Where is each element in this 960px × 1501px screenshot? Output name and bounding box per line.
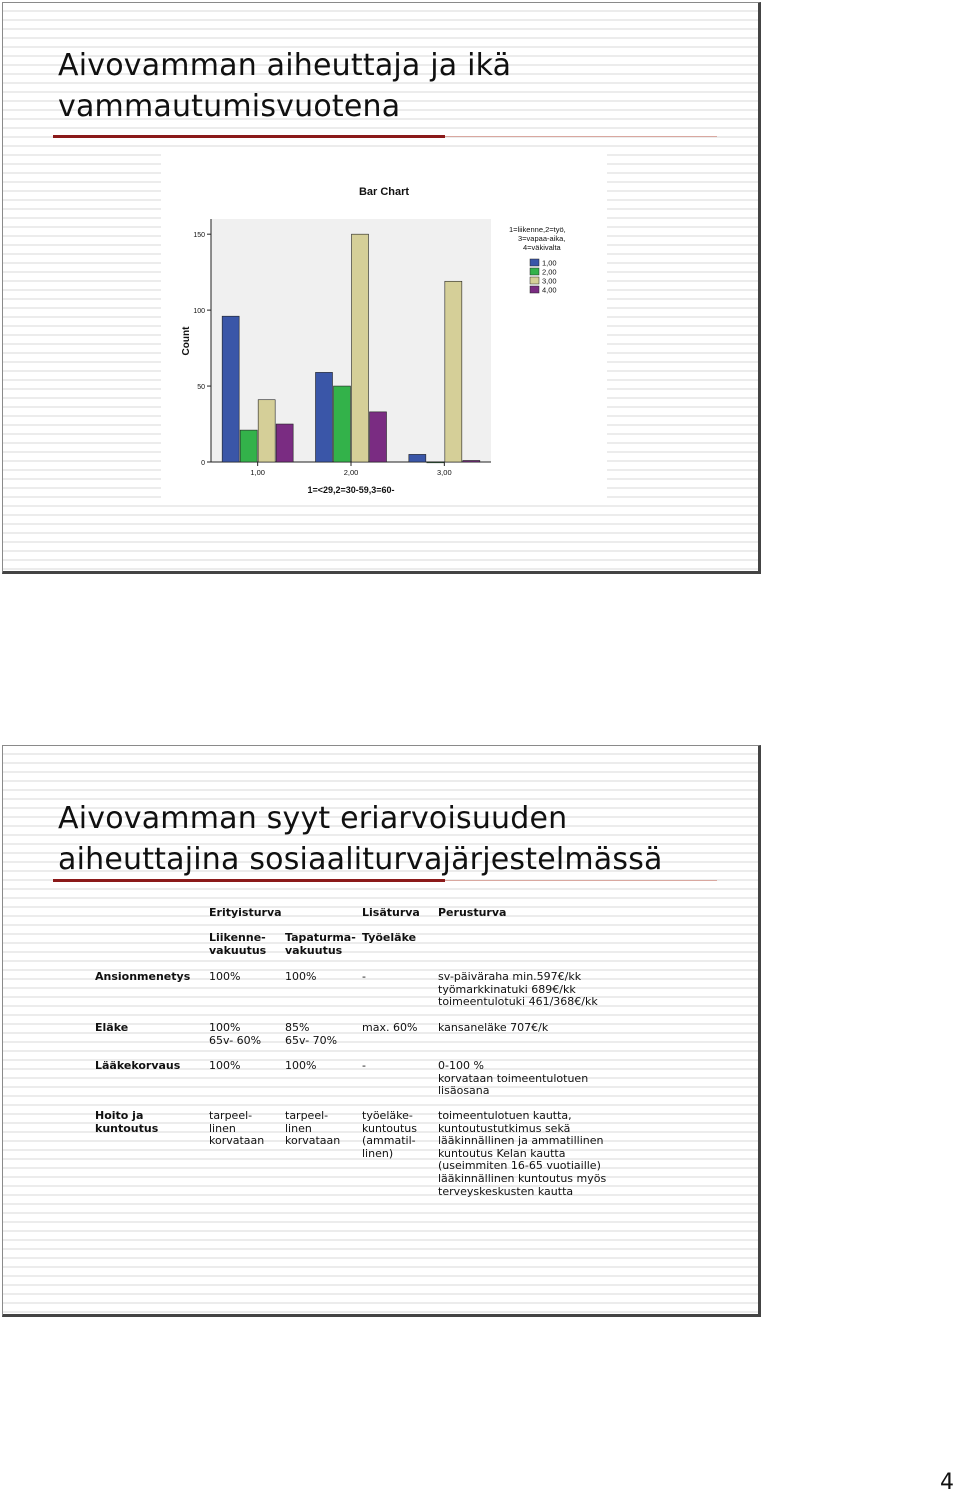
cell-line: 100% <box>209 1021 241 1034</box>
cell-line: työeläke- <box>362 1109 413 1122</box>
slide-2 <box>2 745 761 1317</box>
cell-line: Hoito ja <box>95 1109 144 1122</box>
header-tapaturmavakuutus: Tapaturma- vakuutus <box>285 931 356 957</box>
bar-3-00-1-00 <box>258 400 275 462</box>
cell-line: korvataan toimeentulotuen <box>438 1071 589 1085</box>
cell-line: korvataan <box>209 1134 265 1148</box>
cell-tyoelake <box>362 1110 417 1160</box>
cell-line: - <box>362 1059 366 1072</box>
cell-line: Lääkekorvaus <box>95 1059 181 1072</box>
cell-line: toimeentulotuen kautta, <box>438 1109 572 1122</box>
cell-line: 100% <box>285 1059 317 1072</box>
cell-line: toimeentulotuki 461/368€/kk <box>438 995 598 1009</box>
cell-liikennevakuutus <box>209 1022 261 1047</box>
cell-liikennevakuutus <box>209 1110 264 1148</box>
cell-line: (useimmiten 16-65 vuotiaille) <box>438 1159 601 1173</box>
title-rule <box>53 879 717 882</box>
cell-line: - <box>362 970 366 983</box>
legend-label: 4,00 <box>542 285 557 295</box>
cell-line: 0-100 % <box>438 1059 484 1072</box>
y-tick-label: 0 <box>201 460 205 467</box>
bar-chart-panel <box>161 153 607 505</box>
legend-title-line: 1=liikenne,2=työ, <box>509 225 566 234</box>
cell-line: työmarkkinatuki 689€/kk <box>438 982 576 996</box>
bar-4-00-1-00 <box>276 424 293 462</box>
page-number: 4 <box>940 1470 954 1495</box>
row-label <box>95 1060 180 1073</box>
cell-perusturva <box>438 1110 606 1198</box>
cell-perusturva <box>438 971 598 1009</box>
legend-title-line: 3=vapaa-aika, <box>518 234 566 243</box>
row-label <box>95 1110 158 1135</box>
cell-tapaturmavakuutus <box>285 1110 340 1148</box>
cell-line: Ansionmenetys <box>95 970 191 983</box>
cell-line: 100% <box>285 970 317 983</box>
cell-line: max. 60% <box>362 1021 418 1034</box>
legend-label: 2,00 <box>542 267 557 277</box>
bar-1-00-1-00 <box>222 316 239 462</box>
cell-line: linen) <box>362 1146 394 1160</box>
header-lisaturva: Lisäturva <box>362 906 420 919</box>
cell-line: kuntoutus <box>362 1121 418 1135</box>
cell-line: kuntoutustutkimus sekä <box>438 1121 571 1135</box>
cell-tapaturmavakuutus <box>285 1060 316 1073</box>
bar-1-00-2-00 <box>316 372 333 462</box>
cell-line: 100% <box>209 1059 241 1072</box>
header-erityisturva: Erityisturva <box>209 906 282 919</box>
header-tyoelake: Työeläke <box>362 931 417 944</box>
bar-chart <box>161 153 607 505</box>
cell-line: tarpeel- <box>285 1109 329 1122</box>
cell-line: Eläke <box>95 1021 129 1034</box>
legend-swatch <box>530 286 539 293</box>
x-tick-label: 1,00 <box>250 468 265 477</box>
title-rule <box>53 135 717 138</box>
bar-4-00-2-00 <box>370 412 387 462</box>
header-perusturva: Perusturva <box>438 906 507 919</box>
cell-line: kansaneläke 707€/k <box>438 1021 549 1034</box>
cell-line: (ammatil- <box>362 1134 416 1148</box>
bar-3-00-2-00 <box>352 234 369 462</box>
row-label <box>95 1022 128 1035</box>
cell-perusturva <box>438 1022 548 1035</box>
cell-tyoelake <box>362 1022 417 1035</box>
chart-title: Bar Chart <box>358 186 410 198</box>
y-tick-label: 50 <box>197 384 205 392</box>
slide-1 <box>2 2 761 574</box>
legend-title-line: 4=väkivalta <box>523 243 561 252</box>
x-tick-label: 3,00 <box>437 468 452 477</box>
cell-line: 65v- 60% <box>209 1033 262 1047</box>
cell-line: tarpeel- <box>209 1109 253 1122</box>
y-tick-label: 150 <box>193 232 205 240</box>
legend-swatch <box>530 259 539 266</box>
cell-liikennevakuutus <box>209 971 240 984</box>
cell-tapaturmavakuutus <box>285 1022 337 1047</box>
cell-line: kuntoutus <box>95 1121 159 1135</box>
bar-3-00-3-00 <box>445 281 462 462</box>
cell-line: linen <box>209 1121 236 1135</box>
cell-tyoelake <box>362 1060 366 1073</box>
cell-line: 100% <box>209 970 241 983</box>
cell-perusturva <box>438 1060 588 1098</box>
cell-line: linen <box>285 1121 312 1135</box>
y-axis-label: Count <box>181 326 192 356</box>
cell-line: lääkinnällinen kuntoutus myös <box>438 1171 607 1185</box>
cell-line: kuntoutus Kelan kautta <box>438 1146 566 1160</box>
cell-line: 65v- 70% <box>285 1033 338 1047</box>
cell-line: 85% <box>285 1021 310 1034</box>
x-tick-label: 2,00 <box>343 468 359 477</box>
slide-2-title: Aivovamman syyt eriarvoisuuden aiheuttajina sosiaaliturvajärjestelmässä <box>58 801 663 877</box>
cell-line: korvataan <box>285 1134 341 1148</box>
bar-2-00-2-00 <box>334 386 351 462</box>
cell-line: lisäosana <box>438 1084 490 1098</box>
cell-line: terveyskeskusten kautta <box>438 1184 574 1198</box>
bar-2-00-1-00 <box>240 430 257 462</box>
legend-swatch <box>530 277 539 284</box>
cell-liikennevakuutus <box>209 1060 240 1073</box>
bar-1-00-3-00 <box>409 454 426 462</box>
row-label <box>95 971 190 984</box>
cell-line: sv-päiväraha min.597€/kk <box>438 970 582 983</box>
bar-4-00-3-00 <box>463 460 480 462</box>
cell-tapaturmavakuutus <box>285 971 316 984</box>
slide-1-title: Aivovamman aiheuttaja ja ikä vammautumisvuotena <box>58 48 512 124</box>
legend-label: 1,00 <box>542 258 557 268</box>
cell-tyoelake <box>362 971 366 984</box>
header-liikennevakuutus: Liikenne- vakuutus <box>209 931 267 957</box>
legend-swatch <box>530 268 539 275</box>
y-tick-label: 100 <box>193 308 205 316</box>
cell-line: lääkinnällinen ja ammatillinen <box>438 1134 604 1148</box>
legend-label: 3,00 <box>542 276 557 286</box>
bar-2-00-3-00 <box>427 462 444 463</box>
x-axis-label: 1=<29,2=30-59,3=60- <box>307 485 395 495</box>
